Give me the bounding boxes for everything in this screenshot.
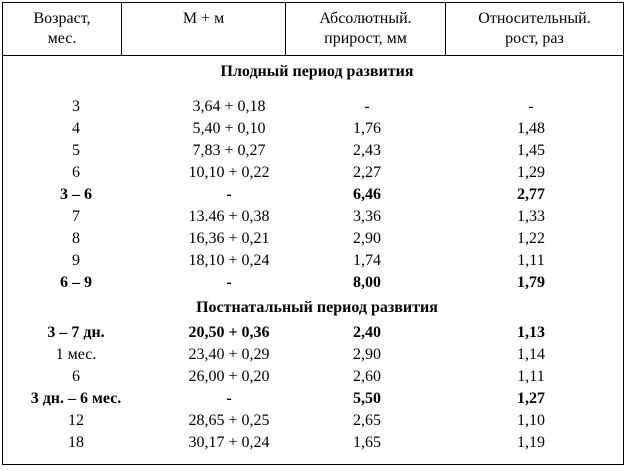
cell-absolute: 5,50 bbox=[353, 390, 381, 407]
cell-relative: 2,77 bbox=[517, 186, 545, 203]
header-rel-line1: Относительный. bbox=[478, 10, 591, 27]
cell-relative: - bbox=[528, 98, 534, 115]
cell-relative: 1,10 bbox=[517, 412, 545, 429]
header-rel-line2: рост, раз bbox=[505, 30, 564, 47]
table-row bbox=[3, 206, 623, 228]
cell-age: 3 bbox=[72, 98, 80, 115]
header-mean bbox=[121, 3, 285, 55]
cell-mean: 5,40 + 0,10 bbox=[192, 120, 266, 137]
cell-mean: 13.46 + 0,38 bbox=[188, 208, 270, 225]
cell-mean: 16,36 + 0,21 bbox=[188, 230, 270, 247]
header-age-line2: мес. bbox=[47, 30, 77, 47]
cell-mean: - bbox=[226, 390, 232, 407]
table-row bbox=[3, 322, 623, 344]
cell-mean: 3,64 + 0,18 bbox=[192, 98, 266, 115]
table-body bbox=[3, 56, 623, 454]
cell-age: 6 – 9 bbox=[60, 274, 92, 291]
table-row bbox=[3, 344, 623, 366]
table-row bbox=[3, 184, 623, 206]
cell-relative: 1,48 bbox=[517, 120, 545, 137]
cell-absolute: 1,65 bbox=[353, 434, 381, 451]
table-row bbox=[3, 96, 623, 118]
header-age bbox=[3, 3, 121, 55]
cell-absolute: 2,90 bbox=[353, 346, 381, 363]
table-row bbox=[3, 366, 623, 388]
table-row bbox=[3, 118, 623, 140]
cell-age: 8 bbox=[72, 230, 80, 247]
table-row bbox=[3, 228, 623, 250]
header-relative-growth bbox=[445, 3, 623, 55]
growth-table bbox=[2, 2, 624, 465]
header-mean-label: M + м bbox=[182, 10, 225, 27]
section-title: Плодный период развития bbox=[220, 63, 414, 80]
cell-relative: 1,79 bbox=[517, 274, 545, 291]
table-row bbox=[3, 162, 623, 184]
cell-mean: 7,83 + 0,27 bbox=[192, 142, 266, 159]
cell-absolute: 6,46 bbox=[353, 186, 381, 203]
cell-relative: 1,27 bbox=[517, 390, 545, 407]
cell-age: 3 дн. – 6 мес. bbox=[30, 390, 122, 407]
cell-relative: 1,33 bbox=[517, 208, 545, 225]
cell-absolute: 2,60 bbox=[353, 368, 381, 385]
cell-mean: 18,10 + 0,24 bbox=[188, 252, 270, 269]
cell-relative: 1,11 bbox=[517, 368, 545, 385]
table-row bbox=[3, 250, 623, 272]
cell-relative: 1,22 bbox=[517, 230, 545, 247]
cell-absolute: 2,40 bbox=[353, 324, 381, 341]
cell-mean: - bbox=[226, 274, 232, 291]
cell-absolute: 2,27 bbox=[353, 164, 381, 181]
cell-relative: 1,29 bbox=[517, 164, 545, 181]
cell-absolute: 8,00 bbox=[353, 274, 381, 291]
cell-mean: 28,65 + 0,25 bbox=[188, 412, 270, 429]
cell-age: 1 мес. bbox=[55, 346, 97, 363]
cell-relative: 1,14 bbox=[517, 346, 545, 363]
cell-absolute: 1,76 bbox=[353, 120, 381, 137]
cell-mean: 26,00 + 0,20 bbox=[188, 368, 270, 385]
cell-absolute: 2,43 bbox=[353, 142, 381, 159]
cell-absolute: - bbox=[364, 98, 370, 115]
table-header bbox=[3, 3, 623, 56]
cell-absolute: 1,74 bbox=[353, 252, 381, 269]
section-title: Постнатальный период развития bbox=[196, 299, 438, 316]
table-row bbox=[3, 410, 623, 432]
cell-absolute: 3,36 bbox=[353, 208, 381, 225]
table-row bbox=[3, 388, 623, 410]
cell-age: 3 – 6 bbox=[60, 186, 92, 203]
cell-mean: - bbox=[226, 186, 232, 203]
header-age-line1: Возраст, bbox=[33, 10, 91, 27]
header-abs-line2: прирост, мм bbox=[324, 30, 407, 47]
cell-age: 9 bbox=[72, 252, 80, 269]
cell-age: 6 bbox=[72, 368, 80, 385]
cell-relative: 1,13 bbox=[517, 324, 545, 341]
table-row bbox=[3, 140, 623, 162]
cell-mean: 23,40 + 0,29 bbox=[188, 346, 270, 363]
cell-mean: 10,10 + 0,22 bbox=[188, 164, 270, 181]
cell-age: 12 bbox=[68, 412, 84, 429]
cell-age: 4 bbox=[72, 120, 80, 137]
cell-age: 3 – 7 дн. bbox=[47, 324, 105, 341]
cell-mean: 30,17 + 0,24 bbox=[188, 434, 270, 451]
cell-mean: 20,50 + 0,36 bbox=[188, 324, 270, 341]
table-row bbox=[3, 432, 623, 454]
header-abs-line1: Абсолютный. bbox=[319, 10, 412, 27]
cell-age: 7 bbox=[72, 208, 80, 225]
cell-relative: 1,45 bbox=[517, 142, 545, 159]
cell-absolute: 2,65 bbox=[353, 412, 381, 429]
cell-relative: 1,11 bbox=[517, 252, 545, 269]
cell-age: 18 bbox=[68, 434, 84, 451]
cell-age: 6 bbox=[72, 164, 80, 181]
table-row bbox=[3, 272, 623, 294]
cell-absolute: 2,90 bbox=[353, 230, 381, 247]
cell-relative: 1,19 bbox=[517, 434, 545, 451]
header-absolute-growth bbox=[285, 3, 445, 55]
cell-age: 5 bbox=[72, 142, 80, 159]
